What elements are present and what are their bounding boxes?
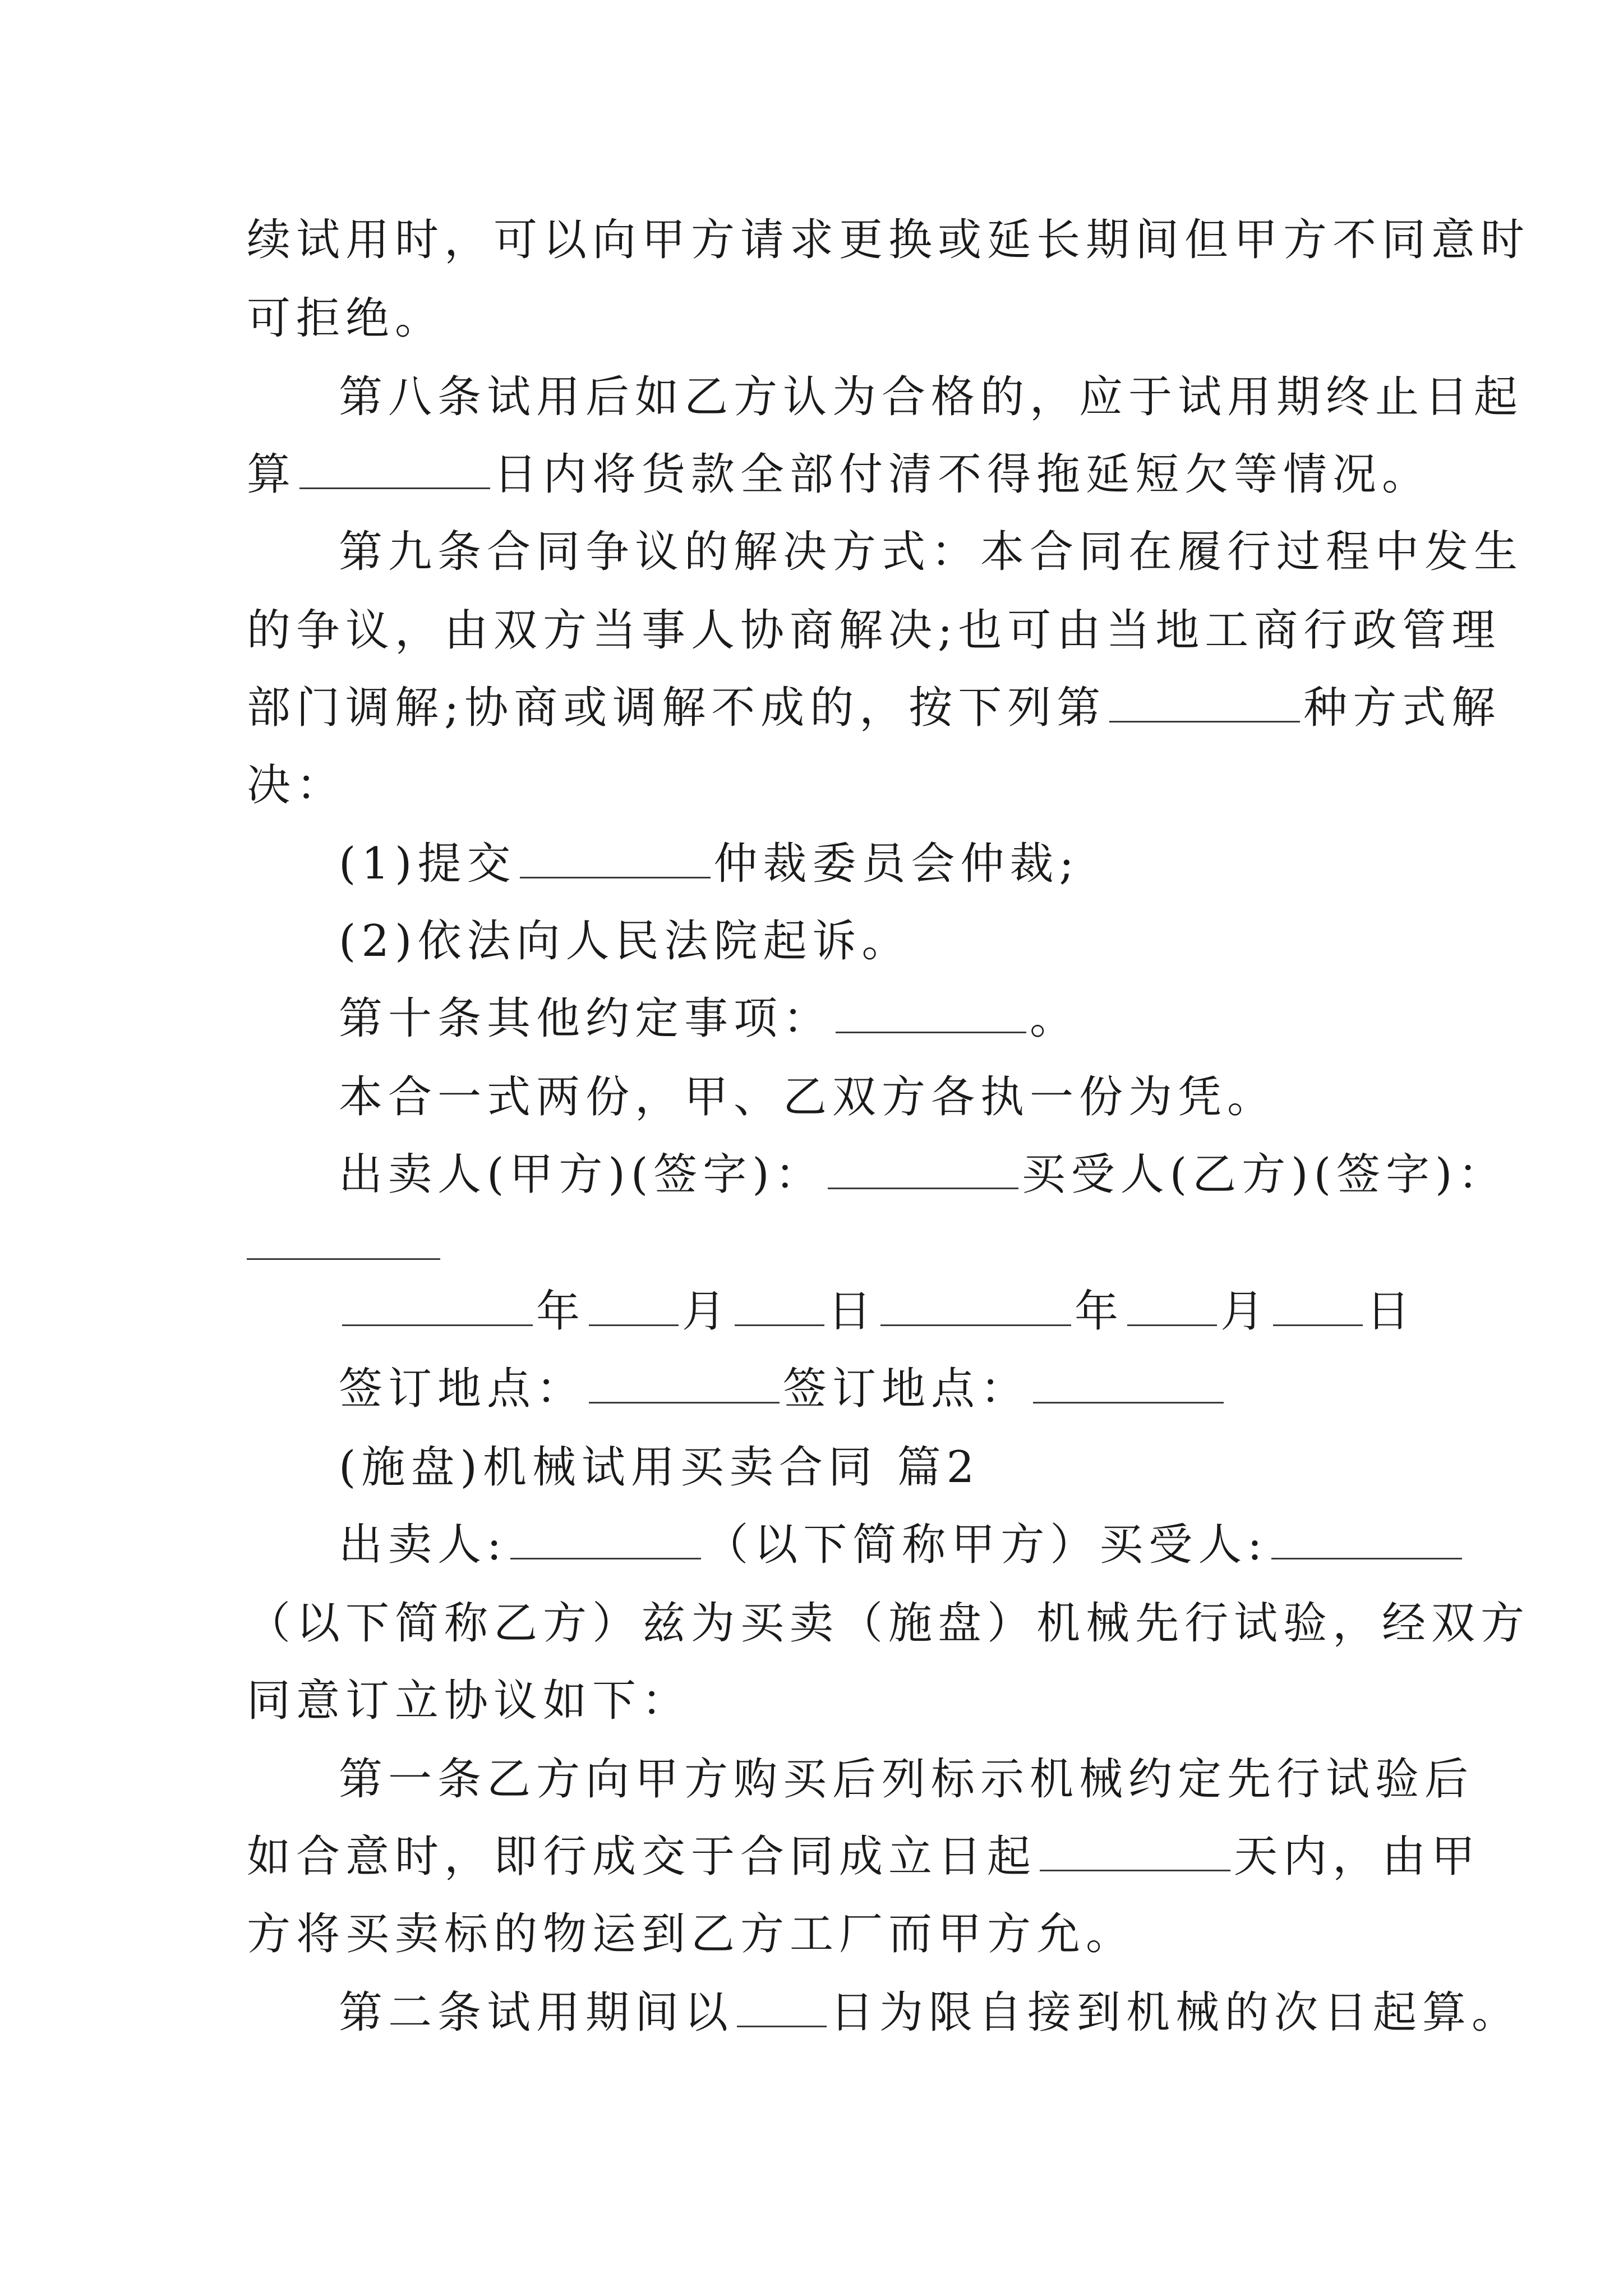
seller-blank[interactable] xyxy=(510,1519,701,1559)
text: 可拒绝。 xyxy=(247,293,445,344)
day-label: 日 xyxy=(828,1286,878,1337)
text: 第二条试用期间以 xyxy=(339,1987,734,2038)
article-9-line-4 xyxy=(247,757,345,813)
buyer-signature-blank[interactable] xyxy=(247,1258,440,1260)
text: 同意订立协议如下： xyxy=(247,1676,691,1726)
text: 的争议，由双方当事人协商解决;也可由当地工商行政管理 xyxy=(247,605,1501,656)
text: 种方式解 xyxy=(1303,683,1501,733)
paragraph-line xyxy=(247,212,1530,268)
option-2 xyxy=(339,913,911,969)
month-blank[interactable] xyxy=(1127,1285,1217,1326)
text: 决： xyxy=(247,760,346,811)
year-label: 年 xyxy=(536,1286,586,1337)
article-9-line-1 xyxy=(339,524,1523,580)
parties-line-2 xyxy=(247,1595,1530,1651)
year-label: 年 xyxy=(1075,1286,1124,1337)
parties-line-1 xyxy=(339,1517,1465,1573)
fill-blank[interactable] xyxy=(1109,682,1300,723)
text: 续试用时，可以向甲方请求更换或延长期间但甲方不同意时 xyxy=(247,215,1530,265)
text: 方将买卖标的物运到乙方工厂而甲方允。 xyxy=(247,1909,1136,1959)
month-label: 月 xyxy=(1220,1286,1270,1337)
text: 部门调解;协商或调解不成的，按下列第 xyxy=(247,683,1106,733)
text: (施盘)机械试用买卖合同 篇2 xyxy=(339,1442,980,1493)
text: 第十条其他约定事项： xyxy=(339,993,833,1044)
signing-place-blank[interactable] xyxy=(1033,1363,1224,1404)
fill-blank[interactable] xyxy=(1040,1830,1230,1871)
day-label: 日 xyxy=(1366,1286,1416,1337)
fill-blank[interactable] xyxy=(836,992,1026,1033)
seller-signature-blank[interactable] xyxy=(828,1148,1018,1189)
signing-place-line xyxy=(339,1361,1227,1417)
fill-blank[interactable] xyxy=(737,1986,827,2027)
article-1-line-3 xyxy=(247,1906,1135,1962)
copies-clause xyxy=(339,1069,1276,1125)
article-1-line-2 xyxy=(247,1829,1481,1885)
article-8-line-2 xyxy=(247,447,1431,503)
article-1-line-1 xyxy=(339,1751,1474,1807)
section-title xyxy=(339,1439,980,1496)
seller-label: 出卖人: xyxy=(339,1520,508,1570)
text: (1)提交 xyxy=(339,839,517,889)
text: 。 xyxy=(1030,993,1080,1044)
text: 第九条合同争议的解决方式：本合同在履行过程中发生 xyxy=(339,527,1524,577)
month-label: 月 xyxy=(682,1286,732,1337)
year-blank[interactable] xyxy=(880,1285,1071,1326)
day-blank[interactable] xyxy=(735,1285,824,1326)
fill-blank[interactable] xyxy=(520,838,711,878)
article-2 xyxy=(339,1985,1521,2041)
text: （以下简称乙方）兹为买卖（施盘）机械先行试验，经双方 xyxy=(247,1598,1530,1649)
text: 日为限自接到机械的次日起算。 xyxy=(830,1987,1521,2038)
text: 日内将货款全部付清不得拖延短欠等情况。 xyxy=(494,449,1432,500)
date-line xyxy=(339,1283,1415,1340)
option-1 xyxy=(339,836,1080,892)
month-blank[interactable] xyxy=(589,1285,679,1326)
fill-blank[interactable] xyxy=(299,448,490,489)
paragraph-line xyxy=(247,291,444,347)
text: 第八条试用后如乙方认为合格的，应于试用期终止日起 xyxy=(339,372,1524,422)
year-blank[interactable] xyxy=(342,1285,533,1326)
article-9-line-2 xyxy=(247,602,1501,659)
article-9-line-3 xyxy=(247,680,1501,736)
text: 仲裁委员会仲裁; xyxy=(713,839,1080,889)
buyer-label: （以下简称甲方）买受人: xyxy=(704,1520,1268,1570)
text: (2)依法向人民法院起诉。 xyxy=(339,916,911,967)
text: 天内，由甲 xyxy=(1234,1832,1481,1882)
article-10 xyxy=(339,991,1079,1047)
seller-signature-label: 出卖人(甲方)(签字)： xyxy=(339,1149,824,1200)
text: 算 xyxy=(247,449,297,500)
buyer-signature-label: 买受人(乙方)(签字)： xyxy=(1021,1149,1507,1200)
signing-place-label: 签订地点： xyxy=(783,1364,1030,1414)
signature-line xyxy=(339,1147,1507,1203)
parties-line-3 xyxy=(247,1673,691,1729)
day-blank[interactable] xyxy=(1273,1285,1363,1326)
text: 如合意时，即行成交于合同成立日起 xyxy=(247,1832,1037,1882)
article-8-line-1 xyxy=(339,369,1523,425)
text: 第一条乙方向甲方购买后列标示机械约定先行试验后 xyxy=(339,1754,1474,1805)
text: 本合一式两份，甲、乙双方各执一份为凭。 xyxy=(339,1072,1277,1122)
buyer-blank[interactable] xyxy=(1271,1519,1462,1559)
signing-place-blank[interactable] xyxy=(589,1363,780,1404)
signing-place-label: 签订地点： xyxy=(339,1364,586,1414)
